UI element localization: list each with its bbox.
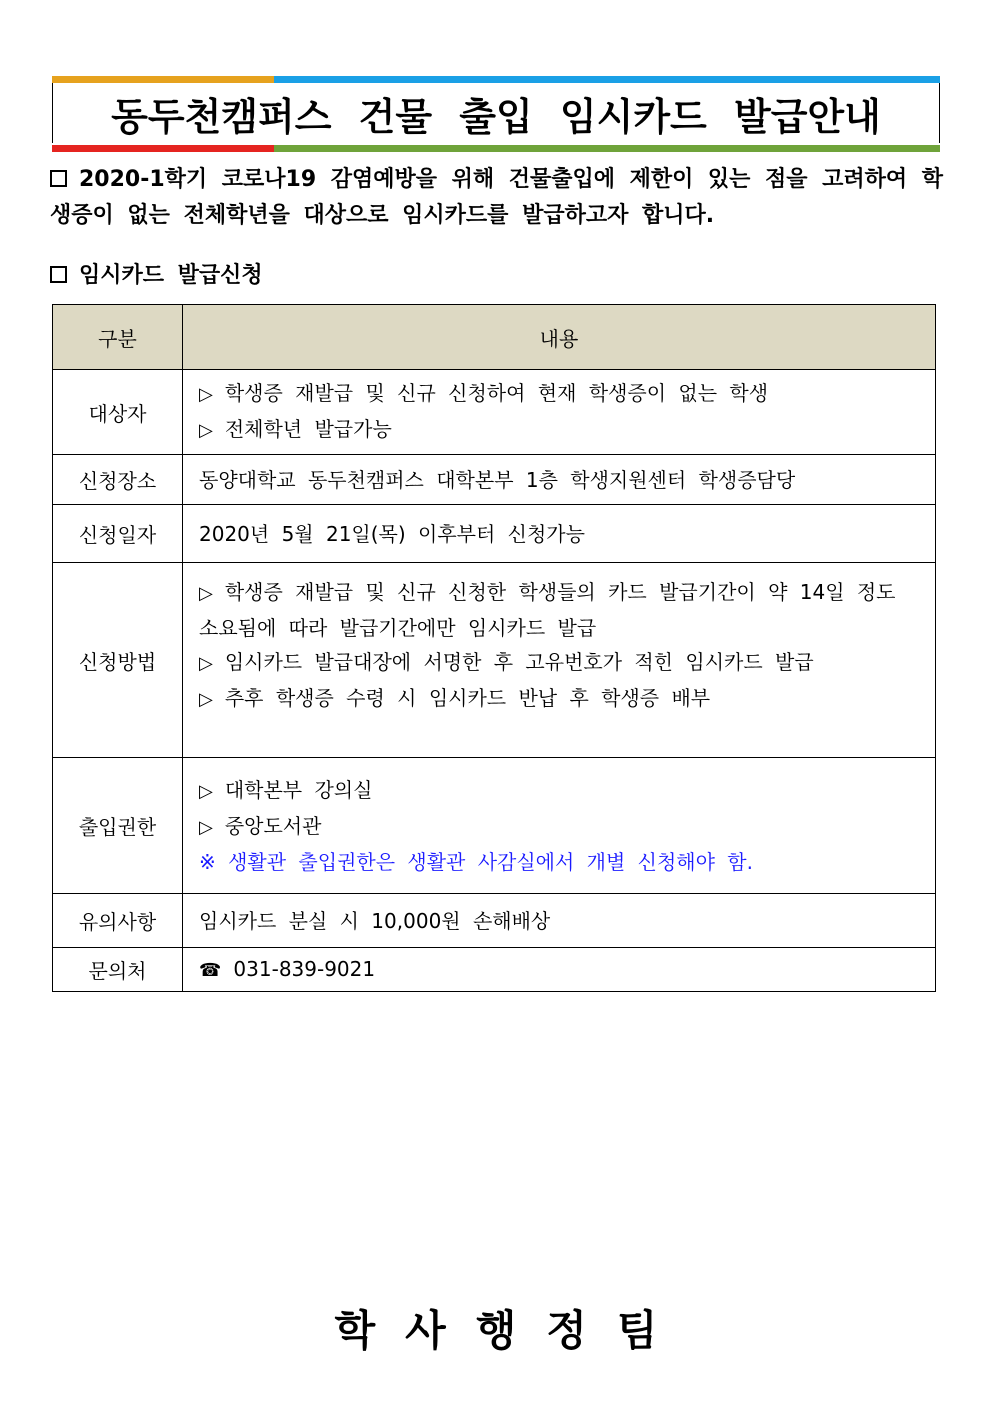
header-col-content: 내용 [183, 305, 936, 370]
row-content: ▷ 대학본부 강의실 ▷ 중앙도서관 ※ 생활관 출입권한은 생활관 사감실에서 개별 신청해야 함. [183, 758, 936, 894]
row-label: 신청일자 [53, 505, 183, 563]
row-label: 출입권한 [53, 758, 183, 894]
title-bar-orange [52, 76, 274, 83]
table-row [53, 758, 936, 894]
checkbox-icon [50, 170, 67, 187]
table-row [53, 894, 936, 948]
triangle-bullet-icon: ▷ [199, 384, 213, 405]
header-col-category: 구분 [53, 305, 183, 370]
row-content: 동양대학교 동두천캠퍼스 대학본부 1층 학생지원센터 학생증담당 [183, 455, 936, 505]
title-bar-green [274, 145, 940, 152]
row-label: 대상자 [53, 370, 183, 455]
triangle-bullet-icon: ▷ [199, 652, 213, 674]
row-content: ▷ 학생증 재발급 및 신규 신청한 학생들의 카드 발급기간이 약 14일 정도 소요됨에 따라 발급기간에만 임시카드 발급 ▷ 임시카드 발급대장에 서명한 후 고유번호가 적힌 임시카드 발급 ▷ 추후 학생증 수령 시 임시카드 반납 후 학생증 배부 [183, 563, 936, 758]
title-bar-blue [274, 76, 940, 83]
checkbox-icon [50, 266, 67, 283]
contact-phone: 031-839-9021 [233, 956, 376, 981]
row-label: 신청방법 [53, 563, 183, 758]
triangle-bullet-icon: ▷ [199, 688, 213, 710]
section-title: 임시카드 발급신청 [79, 263, 263, 288]
title-bar-red [52, 145, 274, 152]
row-content: 2020년 5월 21일(목) 이후부터 신청가능 [183, 505, 936, 563]
page-title: 동두천캠퍼스 건물 출입 임시카드 발급안내 [111, 94, 881, 139]
triangle-bullet-icon: ▷ [199, 420, 213, 441]
table-row [53, 563, 936, 758]
section-heading [50, 258, 943, 294]
title-frame [52, 76, 940, 152]
row-content: ▷ 학생증 재발급 및 신규 신청하여 현재 학생증이 없는 학생 ▷ 전체학년 발급가능 [183, 370, 936, 455]
triangle-bullet-icon: ▷ [199, 816, 213, 838]
table-row [53, 370, 936, 455]
row-content [183, 948, 936, 992]
triangle-bullet-icon: ▷ [199, 780, 213, 802]
row-label: 문의처 [53, 948, 183, 992]
access-note: ※ 생활관 출입권한은 생활관 사감실에서 개별 신청해야 함. [199, 849, 753, 874]
row-label: 유의사항 [53, 894, 183, 948]
phone-icon: ☎ [199, 959, 222, 981]
table-row [53, 455, 936, 505]
intro-paragraph [50, 162, 943, 234]
info-table [52, 304, 936, 992]
table-row [53, 505, 936, 563]
department-signature: 학사행정팀 [334, 1306, 688, 1355]
table-header-row [53, 305, 936, 370]
row-label: 신청장소 [53, 455, 183, 505]
intro-text: 2020-1학기 코로나19 감염예방을 위해 건물출입에 제한이 있는 점을 고려하여 학생증이 없는 전체학년을 대상으로 임시카드를 발급하고자 합니다. [50, 167, 943, 228]
table-row [53, 948, 936, 992]
triangle-bullet-icon: ▷ [199, 582, 213, 604]
row-content: 임시카드 분실 시 10,000원 손해배상 [183, 894, 936, 948]
